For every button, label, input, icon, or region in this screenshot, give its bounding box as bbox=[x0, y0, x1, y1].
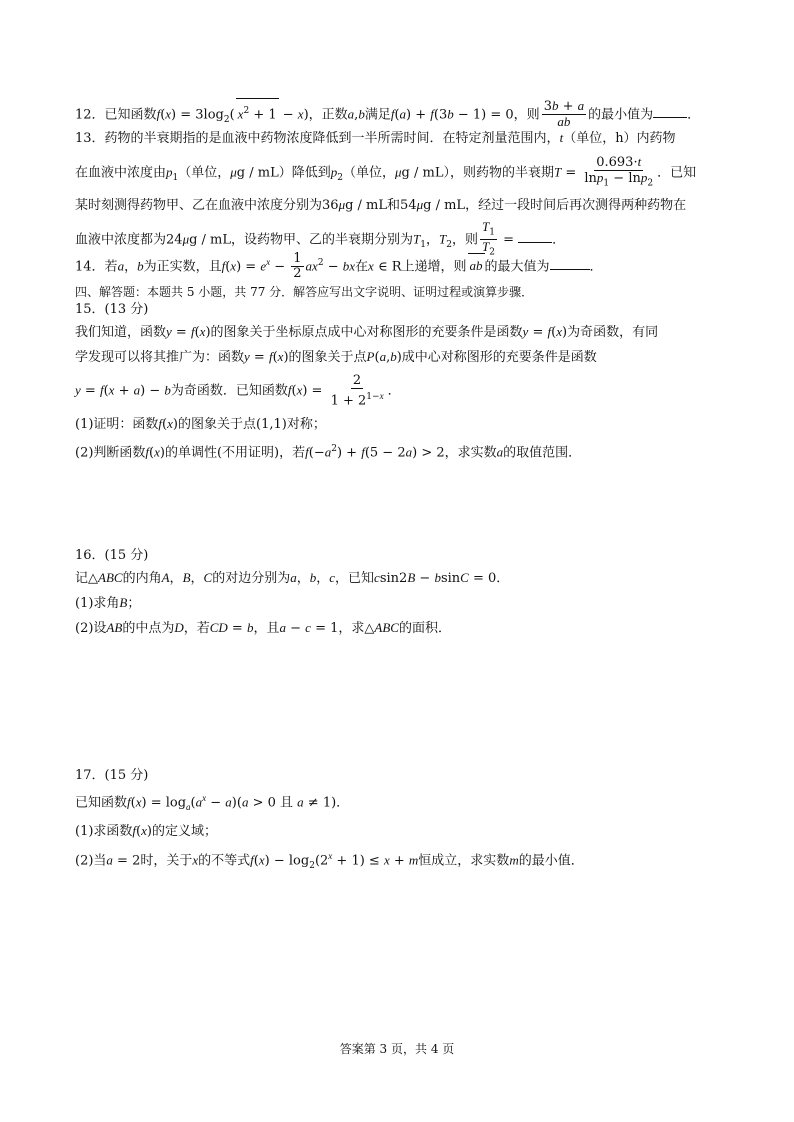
condition: f bbox=[390, 106, 395, 122]
question-header: 16．(15 分) bbox=[75, 548, 149, 563]
question-12: 12．已知函数$f(x) = 3\log_2$( $x^2 + 1 - x$)，正数a,b满足f(a) + f(3b − 1) = 0，则 $\frac{3b + a}{ab}$ 的最小值为 ． bbox=[75, 98, 701, 130]
question-13: 13．药物的半衰期指的是血液中药物浓度降低到一半所需时间．在特定剂量范围内，t（单位，h）内药物 在血液中浓度由$p_1$（单位，μg / mL）降低到$p_2$（单位，μg / mL），则药物的半衰期T = $\frac{0.693\cdot t}{\ln p_1 - \ln p_2}$ ．已知 某时刻测得药物甲、乙在血液中浓度分别为36μg / mL和54μg / mL，经过一段时间后再次测得两种药物在 血液中浓度都为24μg / mL，设药物甲、乙的半衰期分别为$T_1$，$T_2$，则 $\frac{T_1}{T_2}$ = ． bbox=[75, 130, 697, 258]
ratio-expression: $\frac{T_1}{T_2}$ bbox=[482, 218, 495, 258]
question-14: 14．若a，b为正实数，且$f(x) = e^x$ − $\frac{1}{2}$ $ax^2$ − bx在x ∈ R上递增，则 ab 的最大值为 ． bbox=[75, 251, 603, 282]
question-number: 13． bbox=[75, 131, 105, 146]
question-15: 15．(13 分) 我们知道，函数y = f(x)的图象关于坐标原点成中心对称图形的充要条件是函数y = f(x)为奇函数，有同 学发现可以将其推广为：函数y = f(x)的图象关于点P(a,b)成中心对称图形的充要条件是函数 y = f(x + a) − b为奇函数．已知函数f(x) = $\frac{2}{1 + 2^{1-x}}$ ． (1)证明：函数f(x)的图象关于点(1,1)对称； (2)判断函数f(x)的单调性(不用证明)，若$f(-a^2) + f(5 - 2a) > 2$，求实数a的取值范围． bbox=[75, 300, 725, 466]
section-heading: 四、解答题：本题共 5 小题，共 77 分．解答应写出文字说明、证明过程或演算步骤． bbox=[75, 285, 534, 299]
question-16: 16．(15 分) 记△ABC的内角A，B，C的对边分别为a，b，c，已知csin2B − bsinC = 0． (1)求角B； (2)设AB的中点为D，若CD = b，且a − c = 1，求△ABC的面积． bbox=[75, 546, 725, 641]
question-number: 12． bbox=[75, 107, 105, 123]
page-footer: 答案第 3 页，共 4 页 bbox=[339, 1042, 455, 1056]
question-header: 17．(15 分) bbox=[75, 768, 149, 783]
variables-ab: a bbox=[347, 106, 355, 122]
formula-f: f bbox=[156, 106, 161, 122]
question-number: 14． bbox=[75, 259, 105, 275]
fraction-expression: $\frac{3b + a}{ab}$ bbox=[543, 98, 585, 130]
function-fraction: $\frac{2}{1 + 2^{1-x}}$ bbox=[330, 373, 384, 409]
answer-blank bbox=[518, 230, 552, 243]
question-17: 17．(15 分) 已知函数$f(x) = \log_a(a^x - a)(a > 0$ 且 a ≠ 1)． (1)求函数f(x)的定义域； (2)当a = 2时，关于x的不等式$f(x) - \log_2(2^x + 1) \le x + m$恒成立，求实数m的最小值． bbox=[75, 766, 725, 878]
question-header: 15．(13 分) bbox=[75, 302, 149, 317]
half-life-formula: $\frac{0.693\cdot t}{\ln p_1 - \ln p_2}$ bbox=[584, 154, 654, 189]
answer-blank bbox=[653, 105, 687, 118]
answer-blank bbox=[550, 257, 590, 270]
sqrt-expression: $x^2 + 1$ bbox=[236, 98, 279, 127]
